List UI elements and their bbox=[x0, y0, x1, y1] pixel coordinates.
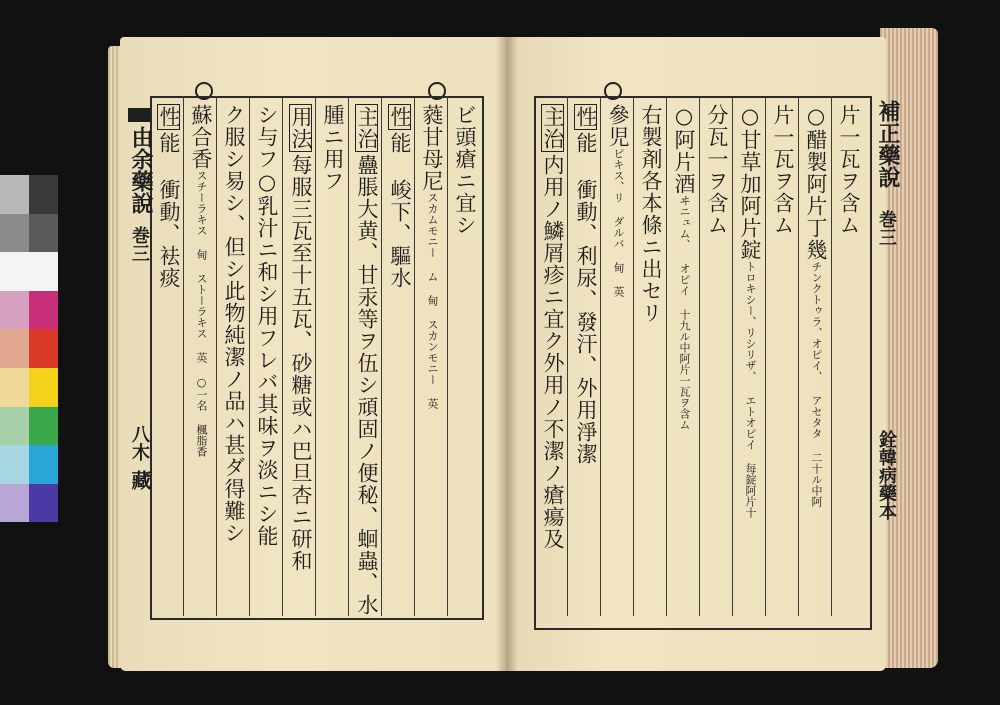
column-rule bbox=[567, 96, 568, 616]
color-patch bbox=[0, 445, 29, 484]
color-patch bbox=[29, 291, 58, 330]
text-column bbox=[289, 104, 312, 572]
column-text: 分瓦一ヲ含ム bbox=[705, 104, 729, 236]
right-side-title: 補正藥說 bbox=[875, 100, 901, 188]
column-text: ビ頭瘡ニ宜シ bbox=[453, 104, 477, 236]
column-rule bbox=[798, 96, 799, 616]
column-text: 能 衝動、利尿、發汗、外用淨潔 bbox=[574, 132, 598, 465]
text-column bbox=[607, 104, 628, 297]
column-text: ク服シ易シ、但シ此物純潔ノ品ハ甚ダ得難シ bbox=[222, 104, 246, 544]
left-side-volume: 巻三 bbox=[129, 226, 150, 262]
column-text: 參児 bbox=[606, 104, 630, 148]
column-text: 片一瓦ヲ含ム bbox=[771, 104, 795, 236]
color-patch bbox=[0, 484, 29, 523]
text-column bbox=[772, 104, 793, 236]
color-patch bbox=[0, 368, 29, 407]
column-text: 能 衝動、袪痰 bbox=[157, 132, 181, 289]
column-text: 片一瓦ヲ含ム bbox=[837, 104, 861, 236]
text-column bbox=[574, 104, 597, 465]
column-rule bbox=[282, 96, 283, 616]
column-rule bbox=[732, 96, 733, 616]
column-text: ○甘草加阿片錠 bbox=[738, 104, 762, 261]
column-text: 每服三瓦至十五瓦、砂糖或ハ巴旦杏ニ研和 bbox=[289, 154, 313, 572]
category-tag: 用法 bbox=[289, 106, 313, 150]
color-patch bbox=[0, 214, 29, 253]
color-patch bbox=[0, 291, 29, 330]
column-text: 腫ニ用フ bbox=[321, 104, 345, 192]
column-rule bbox=[183, 96, 184, 616]
column-text: シ与フ○乳汁ニ和シ用フレバ其味ヲ淡ニシ能 bbox=[255, 104, 279, 547]
color-patch bbox=[0, 407, 29, 446]
column-text: 蠱脹大黄、甘汞等ヲ伍シ頑固ノ便秘、蛔蟲、水 bbox=[355, 154, 379, 616]
reading-gloss: ヰニュム、 オピイ 十九ル中阿片一瓦ヲ含ム bbox=[678, 195, 691, 430]
column-rule bbox=[348, 96, 349, 616]
column-rule bbox=[447, 96, 448, 616]
book-gutter bbox=[496, 37, 518, 671]
column-rule bbox=[600, 96, 601, 616]
text-column bbox=[640, 104, 661, 324]
side-ornament bbox=[128, 108, 150, 122]
text-column bbox=[838, 104, 859, 236]
column-rule bbox=[249, 96, 250, 616]
column-text: 右製剤各本條ニ出セリ bbox=[639, 104, 663, 324]
column-rule bbox=[315, 96, 316, 616]
column-rule bbox=[831, 96, 832, 616]
category-tag: 主治 bbox=[541, 106, 565, 150]
column-rule bbox=[216, 96, 217, 616]
color-patch bbox=[29, 484, 58, 523]
left-side-title: 由余藥說 bbox=[128, 126, 154, 214]
column-rule bbox=[666, 96, 667, 616]
category-tag: 主治 bbox=[355, 106, 379, 150]
color-checker bbox=[0, 175, 58, 523]
column-rule bbox=[414, 96, 415, 616]
category-tag: 性 bbox=[157, 106, 181, 128]
reading-gloss: チンクトゥラ、オピイ、 アセタタ 二十ル中阿 bbox=[810, 261, 823, 507]
column-rule bbox=[381, 96, 382, 616]
color-patch bbox=[0, 175, 29, 214]
color-patch bbox=[29, 175, 58, 214]
column-text: 蘇合香 bbox=[189, 104, 213, 170]
color-patch bbox=[0, 252, 29, 291]
column-text: ○醋製阿片丁幾 bbox=[804, 104, 828, 261]
column-text: 能 峻下、驅水 bbox=[388, 132, 412, 289]
column-rule bbox=[699, 96, 700, 616]
column-text: 蕤甘母尼 bbox=[420, 104, 444, 192]
reading-gloss: スチーラキス 甸 ストーラキス 英 ○一名 楓脂香 bbox=[195, 170, 208, 457]
column-text: 内用ノ鱗屑疹ニ宜ク外用ノ不潔ノ瘡瘍及 bbox=[541, 154, 565, 550]
reading-gloss: スカムモニー ム 甸 スカンモニー 英 bbox=[426, 192, 439, 409]
reading-gloss: ピキス、リ ダルバ 甸 英 bbox=[612, 148, 625, 297]
category-tag: 性 bbox=[388, 106, 412, 128]
color-patch bbox=[29, 252, 58, 291]
left-side-publisher: 藏 bbox=[128, 470, 152, 490]
text-column bbox=[541, 104, 564, 550]
text-column bbox=[157, 104, 180, 289]
column-rule bbox=[765, 96, 766, 616]
right-side-lower: 銓韓病藥本 bbox=[876, 430, 897, 520]
text-column bbox=[673, 104, 694, 430]
color-patch bbox=[29, 214, 58, 253]
text-column bbox=[355, 104, 378, 616]
text-column bbox=[388, 104, 411, 289]
text-column bbox=[706, 104, 727, 236]
reading-gloss: トロキシー、リシリザ、 エトオピイ 每錠阿片十 bbox=[744, 261, 757, 518]
text-column bbox=[322, 104, 343, 192]
right-side-volume: 巻三 bbox=[876, 210, 897, 246]
text-column bbox=[805, 104, 826, 507]
text-column bbox=[454, 104, 475, 236]
text-column bbox=[739, 104, 760, 518]
category-tag: 性 bbox=[574, 106, 598, 128]
color-patch bbox=[29, 368, 58, 407]
color-patch bbox=[29, 445, 58, 484]
text-column bbox=[421, 104, 442, 409]
text-column bbox=[256, 104, 277, 547]
column-rule bbox=[633, 96, 634, 616]
color-patch bbox=[29, 329, 58, 368]
text-column bbox=[223, 104, 244, 544]
color-patch bbox=[0, 329, 29, 368]
left-side-lower: 八木 bbox=[129, 425, 150, 461]
text-column bbox=[190, 104, 211, 457]
color-patch bbox=[29, 407, 58, 446]
column-text: ○阿片酒 bbox=[672, 104, 696, 195]
